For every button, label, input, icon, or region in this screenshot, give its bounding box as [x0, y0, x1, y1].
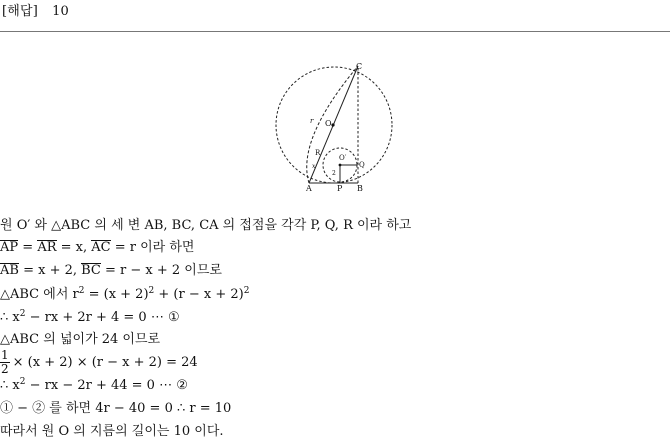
answer-header	[2, 0, 69, 19]
solution-line-7	[0, 349, 198, 377]
label-x: x	[312, 163, 316, 170]
fraction-numerator: 1	[1, 348, 9, 362]
line8-rest: − rx − 2r + 44 = 0 ⋯ ②	[25, 378, 188, 393]
label-r: r	[310, 117, 314, 125]
label-b: B	[357, 184, 363, 193]
label-a: A	[306, 184, 312, 193]
line3-rest: = r − x + 2 이므로	[100, 263, 222, 278]
solution-line-1: 원 O′ 와 △ABC 의 세 변 AB, BC, CA 의 접점을 각각 P, Q, R 이라 하고	[0, 218, 412, 233]
line5-pre: ∴ x	[0, 310, 20, 325]
geometry-figure	[266, 60, 406, 196]
solution-line-8	[0, 378, 188, 394]
segment-bc: BC	[81, 263, 101, 278]
circle-triangle-diagram	[266, 60, 406, 196]
line8-pre: ∴ x	[0, 378, 20, 393]
line4-sq1: 2	[78, 286, 85, 296]
label-o: O	[325, 119, 332, 128]
solution-line-2	[0, 240, 194, 256]
label-p: P	[337, 184, 343, 193]
answer-value: 10	[52, 4, 70, 19]
line4-sq2: 2	[148, 286, 155, 296]
line4-mid2: + (r − x + 2)	[154, 287, 244, 302]
solution-line-10: 따라서 원 O 의 지름의 길이는 10 이다.	[0, 424, 224, 439]
label-two: 2	[332, 170, 336, 177]
label-r-point: R	[315, 149, 321, 157]
line2-eq2: = x,	[56, 240, 92, 255]
solution-line-5	[0, 310, 180, 326]
line7-rest: × (x + 2) × (r − x + 2) = 24	[12, 355, 198, 370]
segment-ac: AC	[91, 240, 111, 255]
center-oprime-dot	[339, 164, 342, 167]
line4-mid1: = (x + 2)	[84, 287, 149, 302]
segment-ar: AR	[37, 240, 57, 255]
line5-rest: − rx + 2r + 4 = 0 ⋯ ①	[25, 310, 180, 325]
solution-line-3	[0, 263, 222, 279]
line3-mid: = x + 2,	[18, 263, 82, 278]
label-q: Q	[359, 161, 365, 169]
segment-ab: AB	[0, 263, 19, 278]
fraction-denominator: 2	[1, 362, 9, 376]
fraction-one-half	[0, 349, 10, 376]
label-oprime: O′	[339, 154, 347, 162]
header-divider	[0, 31, 670, 32]
segment-ap: AP	[0, 240, 19, 255]
solution-line-9: ① − ② 를 하면 4r − 40 = 0 ∴ r = 10	[0, 401, 232, 416]
line4-pre: △ABC 에서 r	[0, 287, 79, 302]
line4-sq3: 2	[243, 286, 250, 296]
line8-sq: 2	[19, 377, 26, 387]
line5-sq: 2	[19, 309, 26, 319]
center-o-dot	[331, 123, 334, 126]
label-c: C	[356, 62, 363, 71]
answer-label: [해답]	[2, 4, 39, 19]
solution-line-4	[0, 287, 249, 303]
line2-rest: = r 이라 하면	[110, 240, 195, 255]
line2-eq1: =	[18, 240, 38, 255]
solution-line-6: △ABC 의 넓이가 24 이므로	[0, 332, 161, 347]
